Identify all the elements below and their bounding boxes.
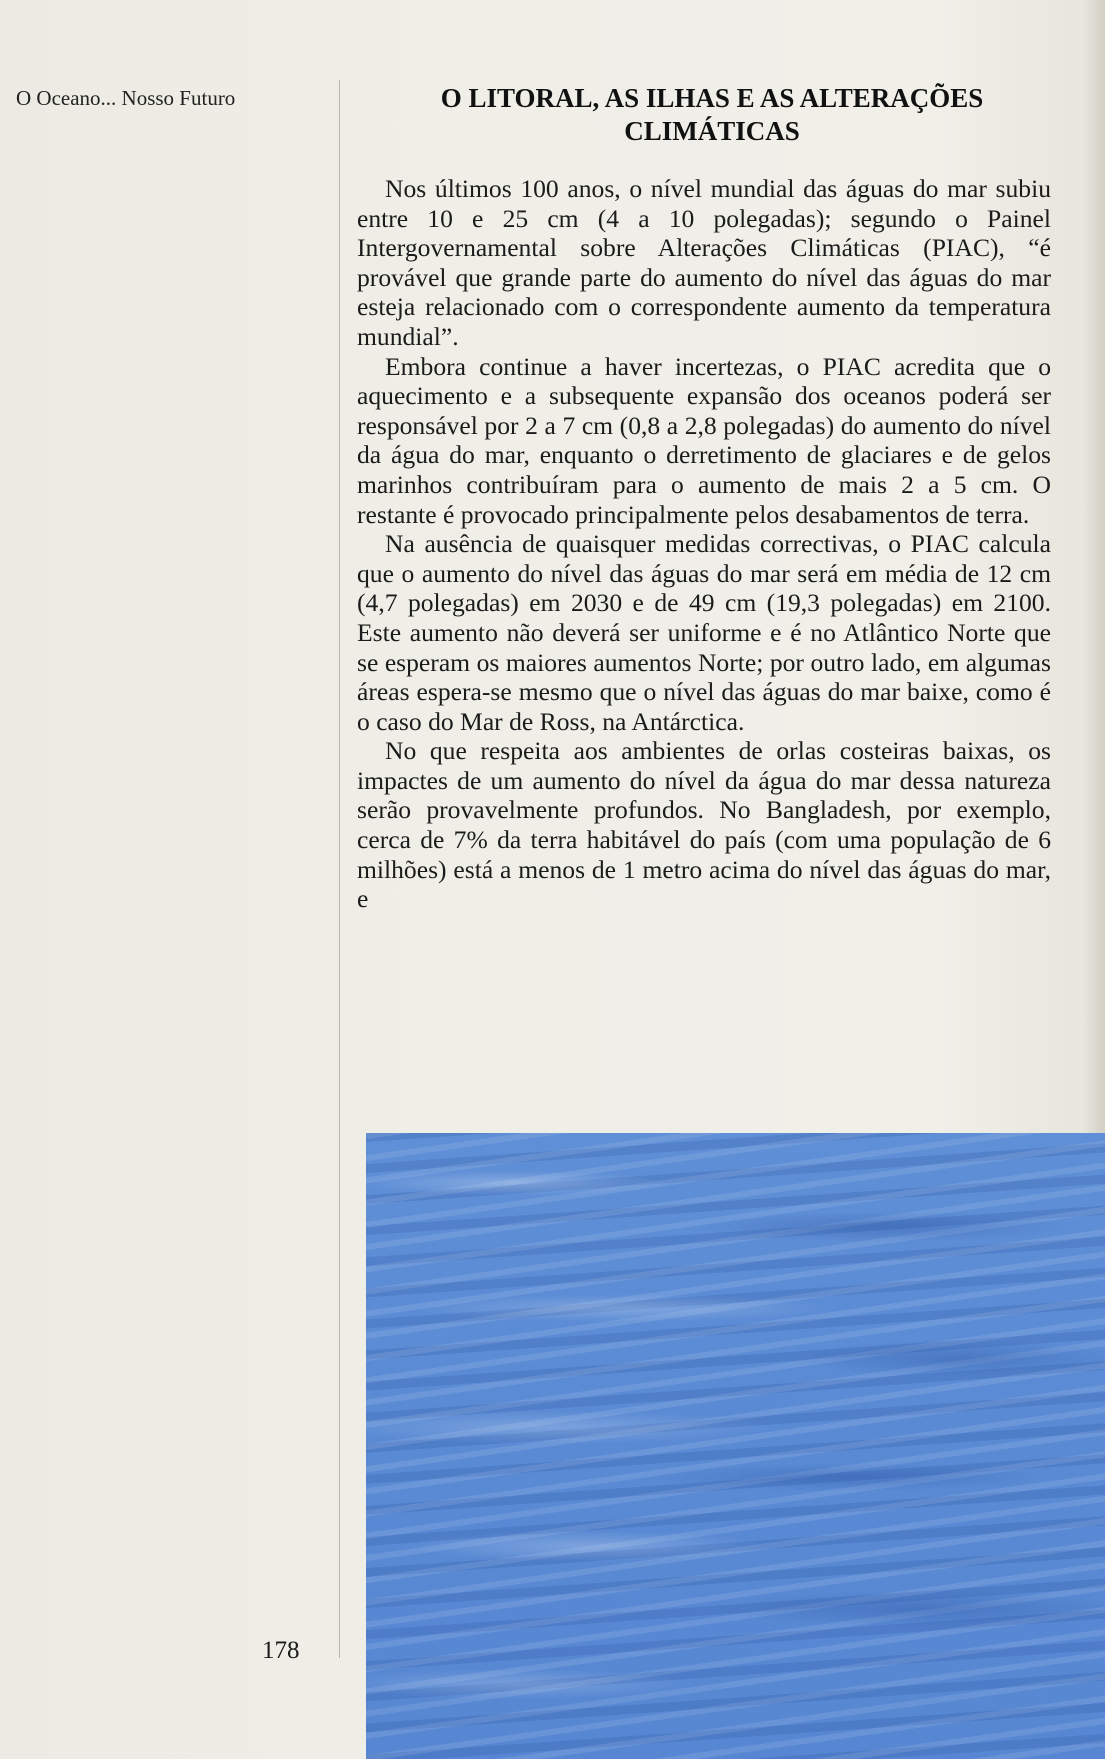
page-number: 178 (262, 1637, 300, 1664)
paragraph-4: No que respeita aos ambientes de orlas costeiras baixas, os impactes de um aumento do nível da água do mar dessa natureza serão provavelmente profundos. No Bangladesh, por exemplo, cerca de 7% da terra habitável do país (com uma população de 6 milhões) está a menos de 1 metro acima do nível das águas do mar, e (357, 736, 1051, 914)
ocean-water-photo (366, 1133, 1105, 1759)
column-divider (339, 80, 340, 1658)
article-title: O LITORAL, AS ILHAS E AS ALTERAÇÕES CLIMÁTICAS (440, 83, 984, 146)
running-head: O Oceano... Nosso Futuro (16, 86, 236, 110)
paragraph-2: Embora continue a haver incertezas, o PIAC acredita que o aquecimento e a subsequente expansão dos oceanos poderá ser responsável por 2 a 7 cm (0,8 a 2,8 polegadas) do aumento do nível da água do mar, enquanto o derretimento de glaciares e de gelos marinhos contribuíram para o aumento de mais 2 a 5 cm. O restante é provocado principalmente pelos desabamentos de terra. (357, 351, 1051, 529)
bleed-through-shadow (0, 395, 340, 457)
article-body (357, 174, 1051, 914)
paragraph-1: Nos últimos 100 anos, o nível mundial das águas do mar subiu entre 10 e 25 cm (4 a 10 polegadas); segundo o Painel Intergovernamental sobre Alterações Climáticas (PIAC), “é provável que grande parte do aumento do nível das águas do mar esteja relacionado com o correspondente aumento da temperatura mundial”. (357, 174, 1051, 351)
paragraph-3: Na ausência de quaisquer medidas correctivas, o PIAC calcula que o aumento do nível das águas do mar será em média de 12 cm (4,7 polegadas) em 2030 e de 49 cm (19,3 polegadas) em 2100. Este aumento não deverá ser uniforme e é no Atlântico Norte que se esperam os maiores aumentos Norte; por outro lado, em algumas áreas espera-se mesmo que o nível das águas do mar baixe, como é o caso do Mar de Ross, na Antárctica. (357, 529, 1051, 736)
